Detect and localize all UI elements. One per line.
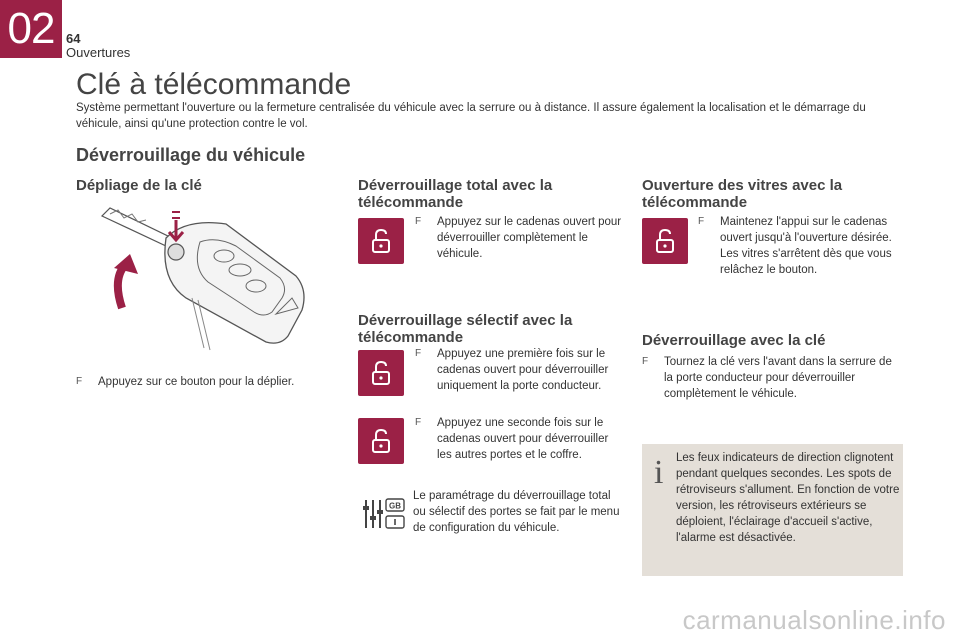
bullet-text: Tournez la clé vers l'avant dans la serrure de la porte conducteur pour déverrouiller complètement le véhicule.	[664, 356, 892, 400]
info-box	[642, 444, 903, 576]
chapter-tab: 02	[0, 0, 62, 58]
total-unlock-title: Déverrouillage total avec la télécommande	[358, 177, 553, 211]
open-padlock-icon	[642, 218, 688, 264]
watermark: carmanualsonline.info	[682, 605, 946, 635]
section-name: Ouvertures	[66, 45, 131, 60]
unfold-key-title: Dépliage de la clé	[76, 177, 202, 194]
key-unlock-bullet	[642, 354, 902, 402]
windows-opening-bullet	[698, 214, 908, 278]
page-number: 64	[66, 31, 81, 46]
selective-unlock-title: Déverrouillage sélectif avec la télécommande	[358, 312, 573, 346]
bullet-mark: F	[415, 348, 422, 359]
open-padlock-icon	[358, 350, 404, 396]
bullet-mark: F	[415, 216, 422, 227]
bullet-text: Appuyez une seconde fois sur le cadenas ouvert pour déverrouiller les autres portes et le coffre.	[437, 417, 609, 461]
settings-sliders-icon	[362, 496, 406, 532]
selective-unlock-bullet-1	[415, 346, 625, 394]
unfold-key-bullet	[76, 374, 336, 390]
bullet-text: Maintenez l'appui sur le cadenas ouvert jusqu'à l'ouverture désirée. Les vitres s'arrêtent dès que vous relâchez le bouton.	[720, 216, 892, 276]
bullet-mark: F	[642, 356, 649, 367]
info-text: Les feux indicateurs de direction clignotent pendant quelques secondes. Les spots de rétroviseurs s'allument. En fonction de votre version, les rétroviseurs extérieurs se déploient, l'éclairage d'accueil s'active, l'alarme est désactivée.	[676, 452, 900, 544]
bullet-text: Appuyez une première fois sur le cadenas ouvert pour déverrouiller uniquement la porte conducteur.	[437, 348, 609, 392]
bullet-text: Appuyez sur le cadenas ouvert pour déverrouiller complètement le véhicule.	[437, 216, 622, 260]
key-fob-illustration	[96, 198, 316, 368]
bullet-mark: F	[698, 216, 705, 227]
total-unlock-bullet	[415, 214, 625, 262]
configuration-note: Le paramétrage du déverrouillage total ou sélectif des portes se fait par le menu de configuration du véhicule.	[413, 490, 620, 534]
settings-badge: GB	[389, 501, 401, 511]
intro-text: Système permettant l'ouverture ou la fermeture centralisée du véhicule avec la serrure ou à distance. Il assure également la localisation et le démarrage du véhicule, ainsi qu'une protection contre le vol.	[76, 102, 866, 130]
bullet-text: Appuyez sur ce bouton pour la déplier.	[98, 376, 295, 388]
key-unlock-title: Déverrouillage avec la clé	[642, 332, 826, 349]
page-title: Clé à télécommande	[76, 68, 352, 101]
bullet-mark: F	[76, 376, 83, 387]
open-padlock-icon	[358, 418, 404, 464]
windows-opening-title: Ouverture des vitres avec la télécommande	[642, 177, 843, 211]
bullet-mark: F	[415, 417, 422, 428]
section-title: Déverrouillage du véhicule	[76, 145, 306, 165]
selective-unlock-bullet-2	[415, 415, 625, 463]
info-icon: i	[654, 454, 664, 491]
open-padlock-icon	[358, 218, 404, 264]
